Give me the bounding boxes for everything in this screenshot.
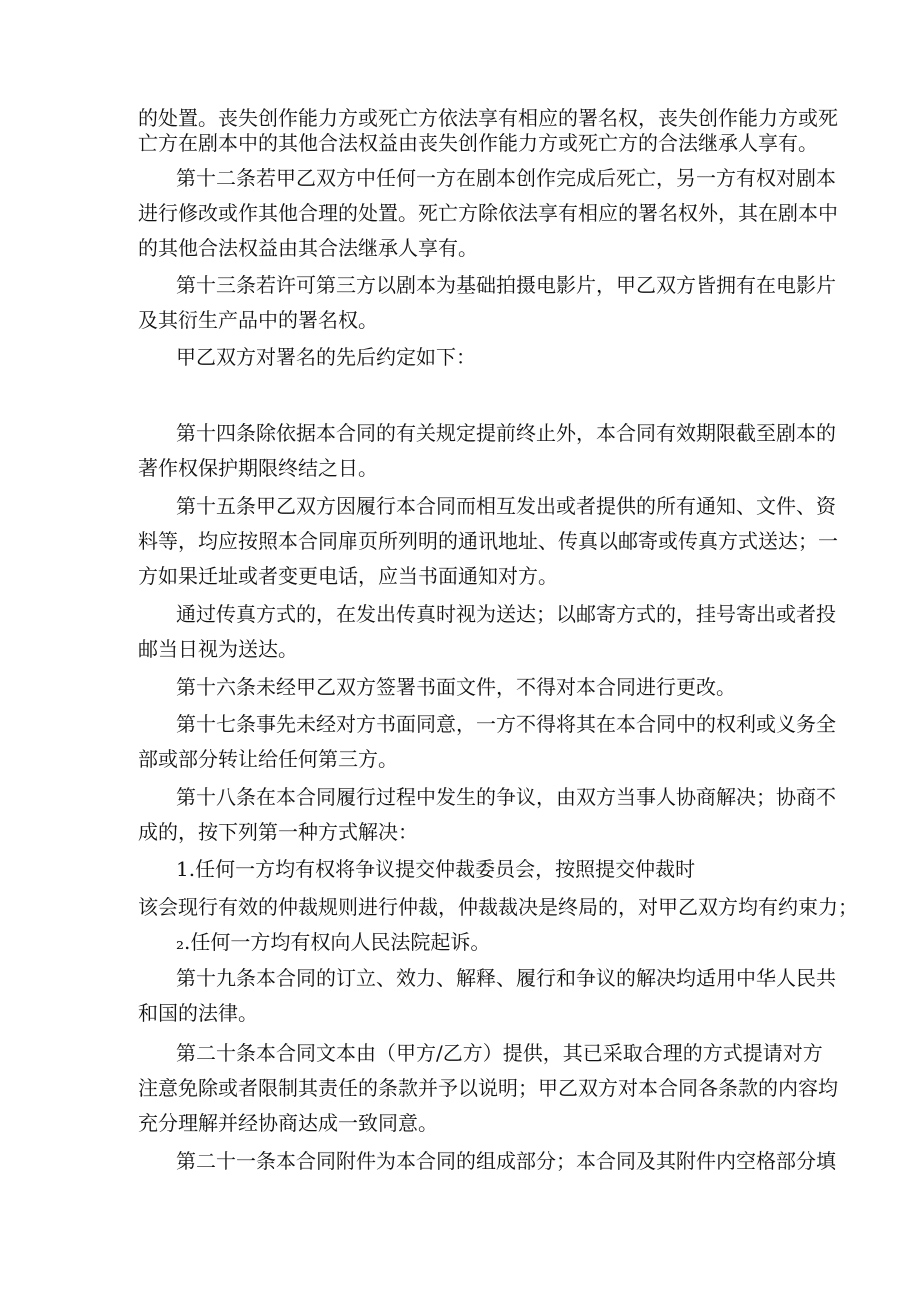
- text-line: 注意免除或者限制其责任的条款并予以说明；甲乙双方对本合同各条款的内容均: [138, 1076, 838, 1100]
- text-line: 及其衍生产品中的署名权。: [138, 308, 378, 332]
- text-line: 第十六条未经甲乙双方签署书面文件，不得对本合同进行更改。: [176, 675, 736, 699]
- text-line: 成的，按下列第一种方式解决：: [138, 820, 418, 844]
- text-line: 和国的法律。: [138, 1001, 258, 1025]
- text-line: 方如果迁址或者变更电话，应当书面通知对方。: [138, 564, 558, 588]
- text-line: 亡方在剧本中的其他合法权益由丧失创作能力方或死亡方的合法继承人享有。: [138, 131, 818, 155]
- text-line: 通过传真方式的，在发出传真时视为送达；以邮寄方式的，挂号寄出或者投: [176, 602, 836, 626]
- text-line: 进行修改或作其他合理的处置。死亡方除依法享有相应的署名权外，其在剧本中: [138, 201, 838, 225]
- text-line: 第二十一条本合同附件为本合同的组成部分；本合同及其附件内空格部分填: [176, 1149, 836, 1173]
- text-line: 第十四条除依据本合同的有关规定提前终止外，本合同有效期限截至剧本的: [176, 421, 836, 445]
- text-line: 料等，均应按照本合同扉页所列明的通讯地址、传真以邮寄或传真方式送达；一: [138, 529, 838, 553]
- text-line: 第十九条本合同的订立、效力、解释、履行和争议的解决均适用中华人民共: [176, 966, 836, 990]
- text-line: 第十二条若甲乙双方中任何一方在剧本创作完成后死亡，另一方有权对剧本: [176, 166, 836, 190]
- text-line: 第十五条甲乙双方因履行本合同而相互发出或者提供的所有通知、文件、资: [176, 494, 836, 518]
- text-line: 第十三条若许可第三方以剧本为基础拍摄电影片，甲乙双方皆拥有在电影片: [176, 273, 836, 297]
- text-line: 充分理解并经协商达成一致同意。: [138, 1111, 438, 1135]
- text-line: 的处置。丧失创作能力方或死亡方依法享有相应的署名权，丧失创作能力方或死: [138, 106, 838, 130]
- text-line: 甲乙双方对署名的先后约定如下：: [176, 345, 476, 369]
- text-line: 1.任何一方均有权将争议提交仲裁委员会，按照提交仲裁时: [176, 857, 696, 881]
- text-line: 的其他合法权益由其合法继承人享有。: [138, 236, 478, 260]
- text-line: 部或部分转让给任何第三方。: [138, 747, 398, 771]
- text-line: 第十八条在本合同履行过程中发生的争议，由双方当事人协商解决；协商不: [176, 785, 836, 809]
- text-line: 该会现行有效的仲裁规则进行仲裁，仲裁裁决是终局的，对甲乙双方均有约束力；: [138, 895, 858, 919]
- text-line: 邮当日视为送达。: [138, 637, 298, 661]
- text-line: ₂.任何一方均有权向人民法院起诉。: [176, 930, 491, 954]
- text-line: 著作权保护期限终结之日。: [138, 456, 378, 480]
- text-line: 第十七条事先未经对方书面同意，一方不得将其在本合同中的权利或义务全: [176, 712, 836, 736]
- text-line: 第二十条本合同文本由（甲方/乙方）提供，其已采取合理的方式提请对方: [176, 1041, 823, 1065]
